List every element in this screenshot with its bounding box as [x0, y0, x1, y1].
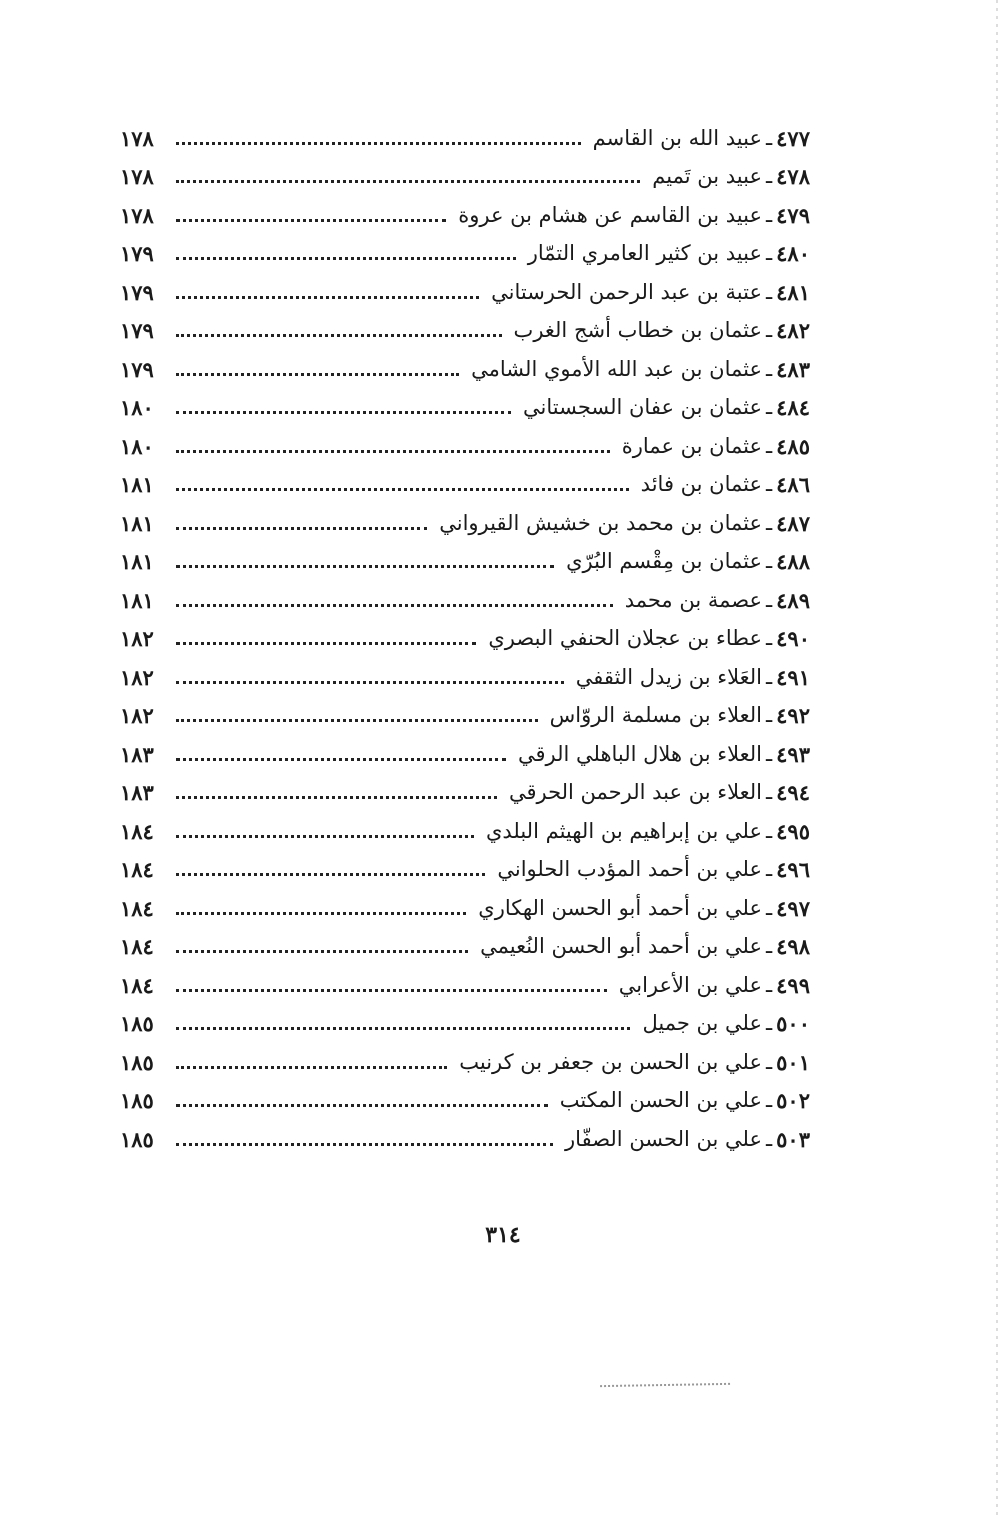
- entry-title: عثمان بن محمد بن خشيش القيرواني: [439, 510, 762, 535]
- toc-entry: [120, 572, 810, 611]
- dot-leader: [176, 411, 511, 414]
- entry-page-number: ١٨٢: [120, 664, 154, 690]
- dot-leader: [176, 142, 581, 145]
- entry-separator: ـ: [766, 934, 773, 958]
- entry-title: علي بن الحسن الصفّار: [565, 1126, 762, 1151]
- dot-leader: [176, 681, 564, 684]
- toc-entry: [120, 1111, 810, 1150]
- toc-entry: [120, 957, 810, 996]
- entry-title: عبيد بن تَميم: [652, 164, 762, 188]
- entry-page-number: ١٨٣: [120, 741, 154, 767]
- dot-leader: [176, 296, 479, 299]
- toc-entry: [120, 765, 810, 804]
- entry-number: ٤٩٠: [776, 626, 810, 651]
- entry-number: ٤٨٨: [776, 549, 810, 574]
- entry-title: عثمان بن عمارة: [621, 433, 762, 458]
- entry-separator: ـ: [766, 741, 773, 766]
- scan-edge-mark: [996, 0, 998, 1517]
- toc-entry: [120, 649, 810, 688]
- entry-title: علي بن أحمد المؤدب الحلواني: [497, 857, 762, 881]
- entry-separator: ـ: [766, 202, 773, 227]
- toc-entry: [120, 611, 810, 650]
- entry-title: عبيد الله بن القاسم: [592, 125, 762, 150]
- entry-separator: ـ: [766, 626, 773, 650]
- entry-separator: ـ: [766, 318, 773, 342]
- entry-number: ٤٩٢: [776, 703, 810, 728]
- dot-leader: [176, 796, 497, 799]
- toc-entry: [120, 996, 810, 1035]
- entry-page-number: ١٨٤: [120, 934, 154, 959]
- dot-leader: [176, 1104, 548, 1107]
- toc-entry: [120, 534, 810, 573]
- entry-page-number: ١٨١: [120, 549, 154, 574]
- entry-number: ٤٩٧: [776, 895, 810, 921]
- entry-page-number: ١٨٥: [120, 1011, 154, 1036]
- toc-entry: [120, 919, 810, 958]
- entry-number: ٤٨٥: [776, 433, 810, 459]
- entry-title: العلاء بن عبد الرحمن الحرقي: [508, 780, 762, 804]
- dot-leader: [176, 873, 485, 876]
- entry-page-number: ١٨٥: [120, 1126, 154, 1152]
- entry-separator: ـ: [766, 549, 773, 573]
- entry-number: ٤٩٥: [776, 818, 810, 844]
- dot-leader: [176, 488, 629, 491]
- entry-title: علي بن أحمد أبو الحسن الهكاري: [478, 895, 762, 920]
- toc-entry: [120, 842, 810, 881]
- entry-title: العلاء بن مسلمة الروّاس: [549, 703, 762, 727]
- entry-title: عطاء بن عجلان الحنفي البصري: [488, 626, 762, 650]
- entry-title: عثمان بن مِقْسم البُرّي: [566, 549, 762, 573]
- dot-leader: [176, 835, 474, 838]
- toc-entry: [120, 226, 810, 265]
- entry-number: ٤٨٤: [776, 395, 810, 420]
- entry-separator: ـ: [766, 664, 773, 689]
- toc-entry: [120, 187, 810, 226]
- dot-leader: [176, 604, 613, 607]
- entry-title: عتبة بن عبد الرحمن الحرستاني: [491, 279, 762, 304]
- dot-leader: [176, 1027, 630, 1030]
- entry-title: عبيد بن القاسم عن هشام بن عروة: [458, 202, 762, 227]
- entry-number: ٤٧٨: [776, 164, 810, 189]
- entry-number: ٤٨٣: [776, 356, 810, 382]
- entry-number: ٥٠٠: [776, 1011, 810, 1036]
- dot-leader: [176, 373, 459, 376]
- entry-separator: ـ: [766, 895, 773, 920]
- entry-number: ٤٨٩: [776, 587, 810, 613]
- entry-title: علي بن إبراهيم بن الهيثم البلدي: [485, 818, 762, 843]
- entry-page-number: ١٨٣: [120, 780, 154, 805]
- entry-page-number: ١٧٩: [120, 318, 154, 343]
- entry-number: ٥٠٢: [776, 1088, 810, 1113]
- entry-page-number: ١٨٠: [120, 433, 154, 459]
- entry-page-number: ١٨٤: [120, 857, 154, 882]
- entry-separator: ـ: [766, 433, 773, 458]
- dot-leader: [176, 758, 506, 761]
- entry-number: ٤٨٦: [776, 472, 810, 497]
- entry-page-number: ١٨٤: [120, 972, 154, 998]
- entry-page-number: ١٨٢: [120, 626, 154, 651]
- entry-separator: ـ: [766, 1011, 773, 1035]
- entry-title: العَلاء بن زيدل الثقفي: [575, 664, 762, 689]
- dot-leader: [176, 719, 538, 722]
- entry-separator: ـ: [766, 241, 773, 265]
- entry-number: ٤٩٩: [776, 972, 810, 998]
- toc-entry: [120, 149, 810, 188]
- dot-leader: [176, 642, 476, 645]
- entry-title: علي بن الحسن المكتب: [559, 1088, 762, 1112]
- toc-entry: [120, 380, 810, 419]
- entry-page-number: ١٨٥: [120, 1049, 154, 1075]
- entry-title: عثمان بن عبد الله الأموي الشامي: [471, 356, 762, 381]
- toc-entry: [120, 803, 810, 842]
- dot-leader: [176, 334, 502, 337]
- entry-separator: ـ: [766, 356, 773, 381]
- entry-separator: ـ: [766, 125, 773, 150]
- entry-separator: ـ: [766, 395, 773, 419]
- toc-entry: [120, 303, 810, 342]
- entry-separator: ـ: [766, 164, 773, 188]
- entry-number: ٤٨١: [776, 279, 810, 305]
- toc-entry: [120, 1073, 810, 1112]
- entry-page-number: ١٧٩: [120, 279, 154, 305]
- entry-page-number: ١٨١: [120, 472, 154, 497]
- entry-number: ٥٠١: [776, 1049, 810, 1075]
- entry-number: ٤٩٤: [776, 780, 810, 805]
- entry-page-number: ١٨٤: [120, 818, 154, 844]
- entry-separator: ـ: [766, 818, 773, 843]
- entry-separator: ـ: [766, 472, 773, 496]
- entry-separator: ـ: [766, 510, 773, 535]
- dot-leader: [176, 950, 468, 953]
- entry-number: ٤٧٧: [776, 125, 810, 151]
- entry-separator: ـ: [766, 587, 773, 612]
- entry-page-number: ١٨٥: [120, 1088, 154, 1113]
- entry-title: علي بن أحمد أبو الحسن النُعيمي: [480, 934, 762, 958]
- entry-separator: ـ: [766, 857, 773, 881]
- entry-page-number: ١٨٤: [120, 895, 154, 921]
- toc-entry: [120, 495, 810, 534]
- entry-title: علي بن الأعرابي: [618, 972, 762, 997]
- entry-number: ٤٧٩: [776, 202, 810, 228]
- entry-title: علي بن الحسن بن جعفر بن كرنيب: [459, 1049, 762, 1074]
- entry-separator: ـ: [766, 703, 773, 727]
- dot-leader: [176, 565, 554, 568]
- entry-separator: ـ: [766, 780, 773, 804]
- entry-separator: ـ: [766, 1088, 773, 1112]
- toc-entry: [120, 341, 810, 380]
- entry-number: ٤٩٨: [776, 934, 810, 959]
- dot-leader: [176, 527, 427, 530]
- entry-separator: ـ: [766, 1126, 773, 1151]
- entry-page-number: ١٧٨: [120, 202, 154, 228]
- toc-entry: [120, 110, 810, 149]
- entry-number: ٤٨٧: [776, 510, 810, 536]
- toc-entry: [120, 457, 810, 496]
- dot-leader: [176, 180, 640, 183]
- entry-number: ٤٩٦: [776, 857, 810, 882]
- toc-entry: [120, 726, 810, 765]
- entry-title: عثمان بن عفان السجستاني: [523, 395, 762, 419]
- dot-leader: [176, 1143, 553, 1146]
- entry-title: عصمة بن محمد: [624, 587, 762, 612]
- dot-leader: [176, 1066, 447, 1069]
- toc-entry: [120, 264, 810, 303]
- dot-leader: [176, 219, 446, 222]
- entry-page-number: ١٨١: [120, 587, 154, 613]
- entry-page-number: ١٧٨: [120, 164, 154, 189]
- entry-page-number: ١٨٠: [120, 395, 154, 420]
- entry-page-number: ١٧٩: [120, 241, 154, 266]
- toc-entry: [120, 688, 810, 727]
- entry-title: عبيد بن كثير العامري التمّار: [527, 241, 762, 265]
- toc-entry: [120, 880, 810, 919]
- entry-number: ٥٠٣: [776, 1126, 810, 1152]
- entry-title: عثمان بن فائد: [640, 472, 762, 496]
- entry-page-number: ١٨٢: [120, 703, 154, 728]
- entry-number: ٤٨٠: [776, 241, 810, 266]
- entry-page-number: ١٧٨: [120, 125, 154, 151]
- entry-page-number: ١٨١: [120, 510, 154, 536]
- entry-number: ٤٩١: [776, 664, 810, 690]
- entry-number: ٤٨٢: [776, 318, 810, 343]
- entry-title: علي بن جميل: [642, 1011, 762, 1035]
- entry-page-number: ١٧٩: [120, 356, 154, 382]
- dot-leader: [176, 912, 466, 915]
- entry-separator: ـ: [766, 279, 773, 304]
- table-of-contents: [120, 110, 810, 1150]
- dot-leader: [176, 450, 610, 453]
- toc-entry: [120, 418, 810, 457]
- toc-entry: [120, 1034, 810, 1073]
- entry-separator: ـ: [766, 972, 773, 997]
- dot-leader: [176, 257, 516, 260]
- entry-number: ٤٩٣: [776, 741, 810, 767]
- scan-smudge-mark: [600, 1377, 730, 1387]
- dot-leader: [176, 989, 607, 992]
- entry-separator: ـ: [766, 1049, 773, 1074]
- entry-title: العلاء بن هلال الباهلي الرقي: [517, 741, 762, 766]
- page-number: ٣١٤: [485, 1222, 521, 1248]
- entry-title: عثمان بن خطاب أشج الغرب: [513, 318, 762, 342]
